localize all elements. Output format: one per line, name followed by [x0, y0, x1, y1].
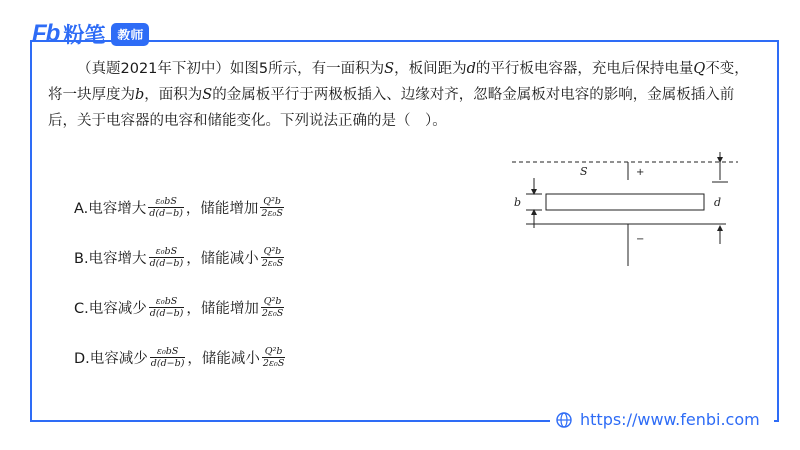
answer-options [74, 182, 287, 382]
fraction-energy: $\frac{\text{Q²b}}{\text{2ε₀S}}$ [261, 245, 284, 269]
label-minus: − [636, 234, 645, 245]
frame-bottom-border-right [774, 420, 779, 422]
label-b: b [514, 196, 522, 209]
option-a[interactable]: A.电容增大 $\frac{\text{ε₀bS}}{d(d-b)}$ ，储能增加 $\frac{\text{Q²b}}{\text{2ε₀S}}$ [74, 195, 283, 219]
website-url: https://www.fenbi.com [580, 410, 760, 429]
option-b[interactable]: B.电容增大 $\frac{\text{ε₀bS}}{d(d-b)}$ ，储能减小 $\frac{\text{Q²b}}{\text{2ε₀S}}$ [74, 245, 284, 269]
option-d[interactable]: D.电容减少 $\frac{\text{ε₀bS}}{d(d-b)}$ ，储能减小 $\frac{\text{Q²b}}{\text{2ε₀S}}$ [74, 345, 285, 369]
label-plus: + [636, 167, 645, 178]
capacitor-diagram [508, 150, 744, 272]
fraction-capacitance: $\frac{\text{ε₀bS}}{d(d-b)}$ [149, 295, 184, 319]
label-d: d [714, 196, 722, 209]
metal-slab [546, 194, 704, 210]
logo-name: 粉笔 [63, 23, 106, 47]
var-S2: S [202, 87, 213, 103]
option-c[interactable]: C.电容减少 $\frac{\text{ε₀bS}}{d(d-b)}$ ，储能增加 $\frac{\text{Q²b}}{\text{2ε₀S}}$ [74, 295, 284, 319]
fraction-energy: $\frac{\text{Q²b}}{\text{2ε₀S}}$ [262, 345, 285, 369]
globe-icon [556, 412, 572, 428]
fraction-energy: $\frac{\text{Q²b}}{\text{2ε₀S}}$ [261, 295, 284, 319]
fraction-capacitance: $\frac{\text{ε₀bS}}{d(d-b)}$ [149, 245, 184, 269]
fraction-capacitance: $\frac{\text{ε₀bS}}{d(d-b)}$ [150, 345, 185, 369]
question-text: （真题2021年下初中）如图5所示，有一面积为S，板间距为d的平行板电容器，充电后保持电量Q不变，将一块厚度为b，面积为S的金属板平行于两极板插入、边缘对齐，忽略金属板对电容的影响，金属板插入前后，关于电容器的电容和储能变化。下列说法正确的是（ ）。 [48, 61, 749, 129]
var-Q: Q [693, 61, 706, 77]
logo-mark: Fb [32, 20, 60, 47]
logo-badge: 教师 [111, 23, 149, 46]
fraction-energy: $\frac{\text{Q²b}}{\text{2ε₀S}}$ [261, 195, 283, 219]
label-S: S [580, 165, 588, 178]
fraction-capacitance: $\frac{\text{ε₀bS}}{d(d-b)}$ [149, 195, 183, 219]
frame-bottom-border [30, 420, 550, 422]
var-S: S [384, 61, 395, 77]
var-b: b [135, 87, 145, 103]
website-link[interactable] [556, 410, 760, 429]
var-d: d [466, 61, 476, 77]
